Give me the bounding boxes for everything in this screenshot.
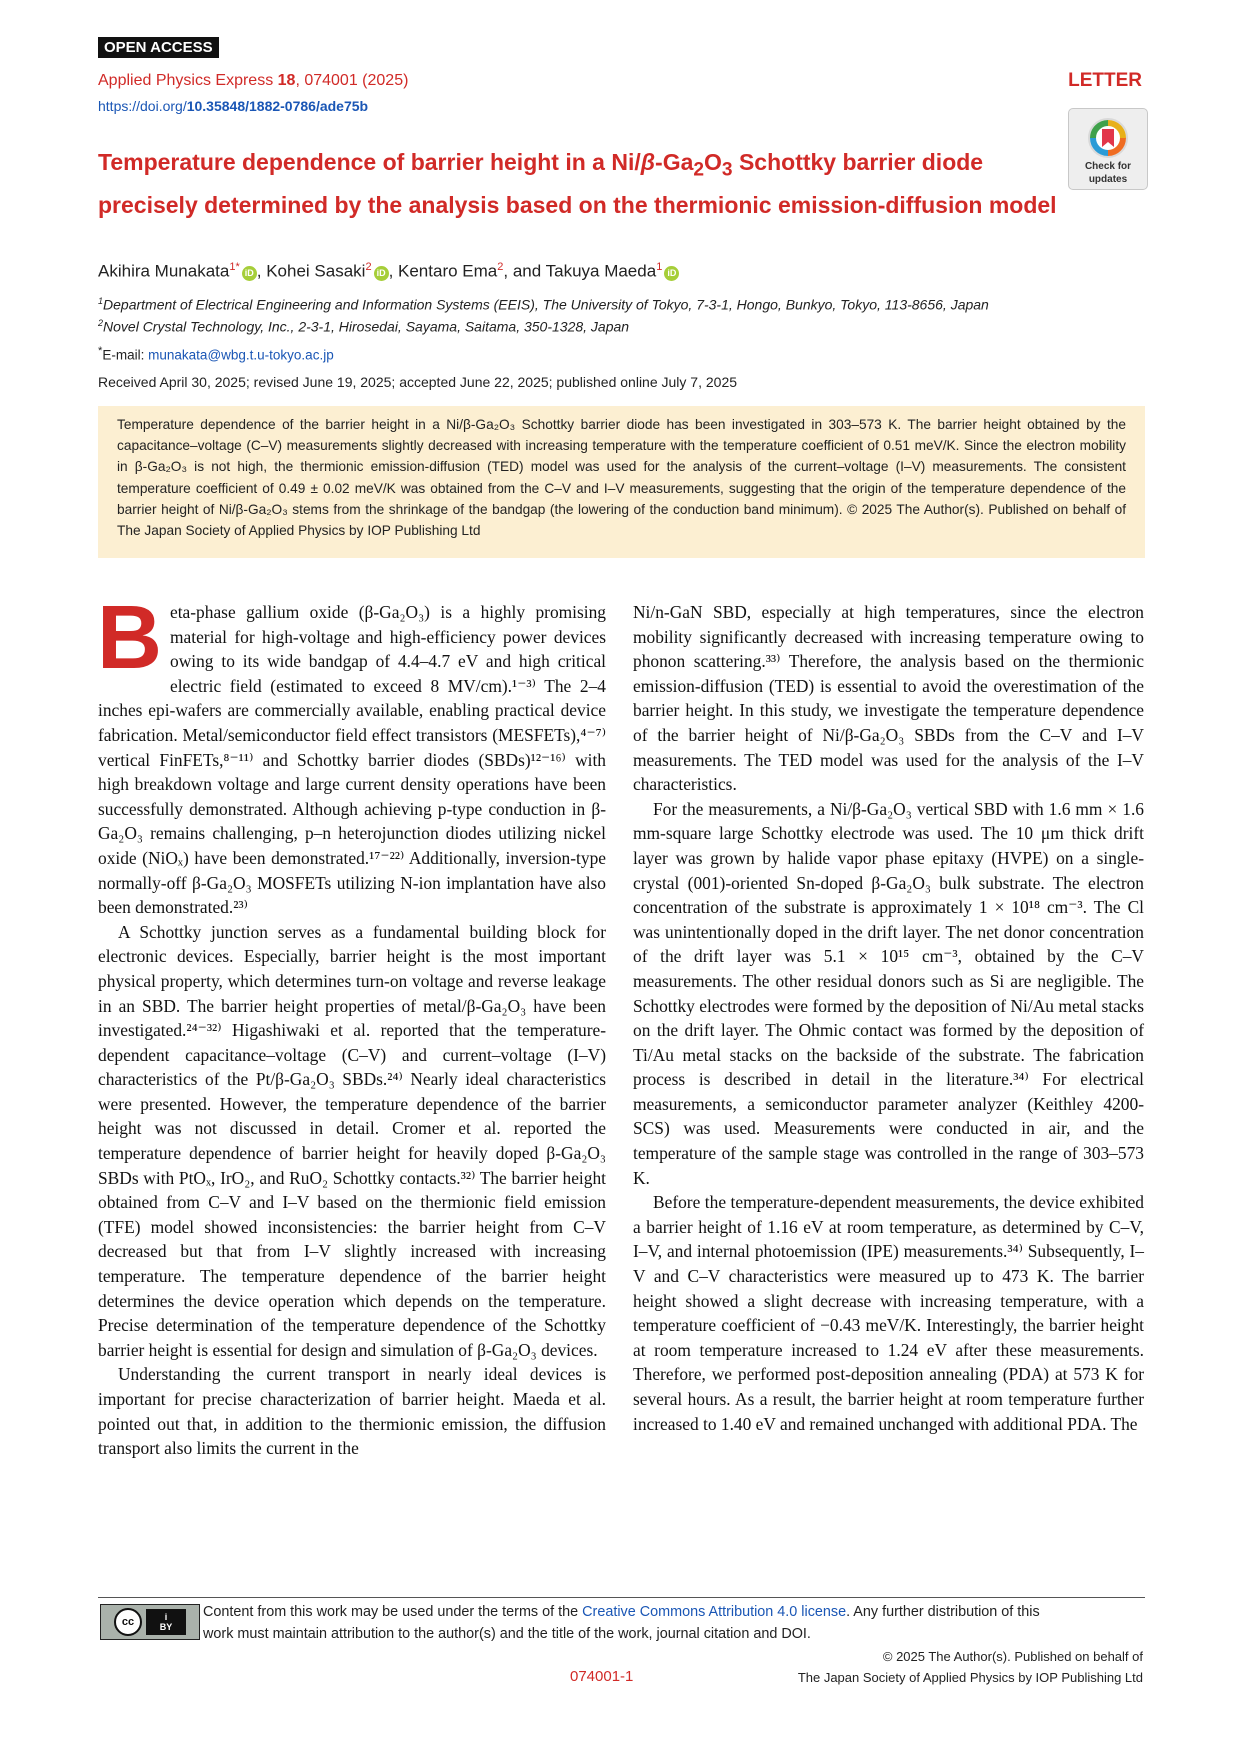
affiliation-1: [98, 296, 989, 313]
paper-title: [98, 145, 1058, 222]
license-text-pre: Content from this work may be used under the terms of the: [203, 1604, 583, 1620]
email-star: *: [98, 345, 103, 357]
by-icon: [146, 1609, 186, 1635]
page-number: 074001-1: [570, 1668, 634, 1685]
article-number-year: , 074001 (2025): [295, 72, 409, 89]
footer-divider: [98, 1597, 1145, 1598]
title-part-1: Temperature dependence of barrier height in a Ni/: [98, 149, 641, 175]
corresponding-email: [98, 345, 334, 363]
author-name[interactable]: Kohei Sasaki: [266, 261, 366, 281]
author-list: [98, 261, 679, 282]
copyright-line-2: The Japan Society of Applied Physics by IOP Publishing Ltd: [797, 1670, 1143, 1685]
doi-prefix: https://doi.org/: [98, 98, 187, 114]
cc-by-icon[interactable]: [100, 1604, 200, 1640]
title-sub-2: 3: [721, 159, 733, 181]
open-access-badge: OPEN ACCESS: [98, 37, 219, 58]
author-affiliation-mark: 1*: [229, 261, 240, 273]
check-for-updates-label-1: Check for: [1084, 161, 1132, 172]
body-paragraph: Ni/n-GaN SBD, especially at high temperatures, since the electron mobility significantly decreased with increasing temperature owing to phonon scattering.³³⁾ Therefore, the analysis based on the thermionic emission-diffusion (TED) is essential to avoid the overestimation of the barrier height. In this study, we investigate the temperature dependence of the barrier height of Ni/β-Ga₂O₃ SBDs from the C–V and I–V measurements. The TED model was used for the analysis of the I–V characteristics.: [633, 602, 1144, 795]
body-column-left: [97, 588, 606, 1461]
title-part-4: Schottky barrier diode precisely determined by the analysis based on the thermionic emission-diffusion model: [98, 149, 1057, 218]
cc-icon: cc: [114, 1608, 142, 1636]
orcid-icon[interactable]: iD: [242, 266, 257, 281]
orcid-icon[interactable]: iD: [664, 266, 679, 281]
title-part-3: O: [704, 149, 722, 175]
affiliation-number: 1: [98, 296, 104, 306]
check-for-updates-label-2: updates: [1088, 174, 1128, 185]
body-paragraph: For the measurements, a Ni/β-Ga₂O₃ vertical SBD with 1.6 mm × 1.6 mm-square large Schottky electrode was used. The 10 μm thick drift layer was grown by halide vapor phase epitaxy (HVPE) on a single-crystal (001)-oriented Sn-doped β-Ga₂O₃ bulk substrate. The electron concentration of the substrate is approximately 1 × 10¹⁸ cm⁻³. The Cl was unintentionally doped in the drift layer. The net donor concentration of the drift layer was 5.1 × 10¹⁵ cm⁻³, obtained by the C–V measurements. The other residual donors such as Si are negligible. The Schottky electrodes were formed by the deposition of Ni/Au metal stacks on the drift layer. The Ohmic contact was formed by the deposition of Ti/Au metal stacks on the backside of the substrate. The fabrication process is described in detail in the literature.³⁴⁾ For electrical measurements, a semiconductor parameter analyzer (Keithley 4200-SCS) was used. Measurements were conducted in air, and the temperature of the sample stage was controlled in the range of 303–573 K.: [633, 798, 1144, 1188]
author-separator: , and: [503, 261, 546, 281]
affiliation-number: 2: [98, 318, 104, 328]
body-paragraph: Before the temperature-dependent measurements, the device exhibited a barrier height of 1.16 eV at room temperature, as determined by C–V, I–V, and internal photoemission (IPE) measurements.³⁴⁾ Subsequently, I–V and C–V characteristics were measured up to 473 K. The barrier height showed a slight decrease with increasing temperature, with a temperature coefficient of −0.43 meV/K. Interestingly, the barrier height at room temperature increased to 1.24 eV after these measurements. Therefore, we performed post-deposition annealing (PDA) at 573 K for several hours. As a result, the barrier height at room temperature further increased to 1.40 eV and remained unchanged with additional PDA. The: [633, 1192, 1144, 1434]
orcid-icon[interactable]: iD: [374, 266, 389, 281]
email-link[interactable]: munakata@wbg.t.u-tokyo.ac.jp: [148, 347, 334, 363]
author-affiliation-mark: 2: [497, 261, 504, 273]
author-name[interactable]: Akihira Munakata: [98, 261, 230, 281]
author-separator: ,: [388, 261, 399, 281]
doi-id: 10.35848/1882-0786/ade75b: [186, 98, 369, 114]
title-part-2: -Ga: [655, 149, 694, 175]
author-affiliation-mark: 1: [656, 261, 663, 273]
copyright-line-1: © 2025 The Author(s). Published on behalf of: [882, 1649, 1143, 1664]
title-beta: β: [640, 149, 656, 175]
doi-link[interactable]: [98, 98, 368, 114]
body-paragraph: [97, 588, 606, 920]
title-sub-1: 2: [693, 159, 705, 181]
author-affiliation-mark: 2: [365, 261, 372, 273]
author-name[interactable]: Kentaro Ema: [398, 261, 498, 281]
journal-name: Applied Physics Express: [98, 72, 274, 89]
affiliation-2: [98, 318, 629, 335]
journal-citation[interactable]: [98, 72, 408, 90]
abstract-text: Temperature dependence of the barrier height in a Ni/β-Ga₂O₃ Schottky barrier diode has been investigated in 303–573 K. The barrier height obtained by the capacitance–voltage (C–V) measurements slightly decreased with increasing temperature with the temperature coefficient of 0.51 meV/K. Since the electron mobility in β-Ga₂O₃ is not high, the thermionic emission-diffusion (TED) model was used for the analysis of the current–voltage (I–V) measurements. The consistent temperature coefficient of 0.49 ± 0.02 meV/K was obtained from the C–V and I–V measurements, suggesting that the origin of the temperature dependence of the barrier height of Ni/β-Ga₂O₃ stems from the shrinkage of the bandgap (the lowering of the conduction band minimum). © 2025 The Author(s). Published on behalf of The Japan Society of Applied Physics by IOP Publishing Ltd: [117, 417, 1126, 539]
attribution-icon: i: [164, 1612, 168, 1622]
license-link[interactable]: Creative Commons Attribution 4.0 license: [582, 1604, 847, 1620]
affiliation-text: Novel Crystal Technology, Inc., 2-3-1, Hirosedai, Sayama, Saitama, 350-1328, Japan: [103, 318, 630, 335]
author-separator: ,: [256, 261, 267, 281]
publication-dates: Received April 30, 2025; revised June 19, 2025; accepted June 22, 2025; published online July 7, 2025: [98, 374, 738, 390]
body-paragraph: Understanding the current transport in nearly ideal devices is important for precise characterization of barrier height. Maeda et al. pointed out that, in addition to the thermionic emission, the diffusion transport also limits the current in the: [98, 1364, 606, 1459]
affiliation-text: Department of Electrical Engineering and Information Systems (EEIS), The University of Tokyo, 7-3-1, Hongo, Bunkyo, Tokyo, 113-8656, Japan: [103, 296, 989, 313]
drop-cap: B: [97, 588, 162, 688]
license-notice-continued: work must maintain attribution to the author(s) and the title of the work, journal citation and DOI.: [203, 1626, 811, 1642]
by-label: BY: [159, 1622, 173, 1632]
check-for-updates-button[interactable]: [1068, 108, 1148, 190]
paragraph-text: eta-phase gallium oxide (β-Ga₂O₃) is a highly promising material for high-voltage and high-efficiency power devices owing to its wide bandgap of 4.4–4.7 eV and high critical electric field (estimated to exceed 8 MV/cm).¹⁻³⁾ The 2–4 inches epi-wafers are commercially available, enabling practical device fabrication. Metal/semiconductor field effect transistors (MESFETs),⁴⁻⁷⁾ vertical FinFETs,⁸⁻¹¹⁾ and Schottky barrier diodes (SBDs)¹²⁻¹⁶⁾ with high breakdown voltage and large current density operations have been successfully demonstrated. Although achieving p-type conduction in β-Ga₂O₃ remains challenging, p–n heterojunction diodes utilizing nickel oxide (NiOₓ) have been demonstrated.¹⁷⁻²²⁾ Additionally, inversion-type normally-off β-Ga₂O₃ MOSFETs utilizing N-ion implantation have also been demonstrated.²³⁾: [98, 602, 606, 918]
email-label: E-mail:: [102, 347, 149, 363]
article-type-label: LETTER: [1068, 70, 1142, 91]
check-for-updates-icon: [1087, 117, 1129, 159]
abstract-box: [98, 406, 1145, 558]
license-notice: [203, 1604, 1040, 1620]
body-paragraph: A Schottky junction serves as a fundamental building block for electronic devices. Especially, barrier height is the most important physical property, which determines turn-on voltage and reverse leakage in an SBD. The barrier height properties of metal/β-Ga₂O₃ have been investigated.²⁴⁻³²⁾ Higashiwaki et al. reported that the temperature-dependent capacitance–voltage (C–V) and current–voltage (I–V) characteristics of the Pt/β-Ga₂O₃ SBDs.²⁴⁾ Nearly ideal characteristics were presented. However, the temperature dependence of the barrier height was not discussed in detail. Cromer et al. reported the temperature dependence of barrier height for heavily doped β-Ga₂O₃ SBDs with PtOₓ, IrO₂, and RuO₂ Schottky contacts.³²⁾ The barrier height obtained from C–V and I–V based on the thermionic field emission (TFE) model showed inconsistencies: the barrier height from C–V decreased but that from I–V slightly increased with increasing temperature. The temperature dependence of the barrier height determines the device operation which depends on the temperature. Precise determination of the temperature dependence of the Schottky barrier height is essential for design and simulation of β-Ga₂O₃ devices.: [98, 921, 606, 1360]
body-column-right: [633, 600, 1144, 1436]
license-text-post: . Any further distribution of this: [846, 1604, 1040, 1620]
journal-volume: 18: [277, 72, 296, 89]
author-name[interactable]: Takuya Maeda: [545, 261, 657, 281]
